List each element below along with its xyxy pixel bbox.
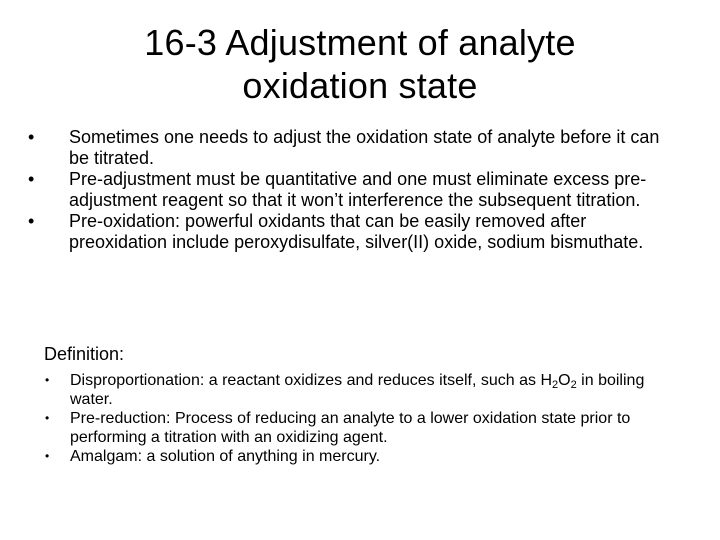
title-line-1: 16-3 Adjustment of analyte <box>144 22 576 63</box>
bullet-item <box>0 127 679 169</box>
definition-list <box>0 371 720 466</box>
disproportionation-prefix: Disproportionation: a reactant oxidizes and reduces itself, such as H <box>70 372 553 389</box>
subscript: 2 <box>552 379 559 391</box>
bullet-icon: • <box>45 373 50 387</box>
bullet-icon: • <box>28 211 35 231</box>
bullet-text: Sometimes one needs to adjust the oxidation state of analyte before it can be titrated. <box>69 127 660 168</box>
definition-text: Pre-reduction: Process of reducing an analyte to a lower oxidation state prior to performing a titration with an oxidizing agent. <box>70 410 631 446</box>
bullet-text: Pre-oxidation: powerful oxidants that can be easily removed after preoxidation include peroxydisulfate, silver(II) oxide, sodium bismuthate. <box>69 211 644 252</box>
subscript: 2 <box>570 379 577 391</box>
main-bullet-list <box>0 127 720 253</box>
definition-item-amalgam <box>0 447 680 466</box>
bullet-item <box>0 169 679 211</box>
definition-item-disproportionation <box>0 371 680 409</box>
bullet-icon: • <box>28 127 35 147</box>
title-line-2: oxidation state <box>242 65 478 106</box>
definition-text <box>70 372 644 408</box>
oxygen-symbol: O <box>558 372 571 389</box>
definition-text: Amalgam: a solution of anything in mercury. <box>70 448 381 465</box>
slide-title <box>36 21 684 107</box>
bullet-text: Pre-adjustment must be quantitative and one must eliminate excess pre-adjustment reagent so that it won’t interference the subsequent titration. <box>69 169 647 210</box>
bullet-icon: • <box>45 449 50 463</box>
definition-heading: Definition: <box>44 344 125 364</box>
bullet-icon: • <box>28 169 35 189</box>
bullet-item <box>0 211 679 253</box>
disproportionation-suffix: in boiling water. <box>70 372 645 408</box>
definition-item-prereduction <box>0 409 680 447</box>
bullet-icon: • <box>45 411 50 425</box>
